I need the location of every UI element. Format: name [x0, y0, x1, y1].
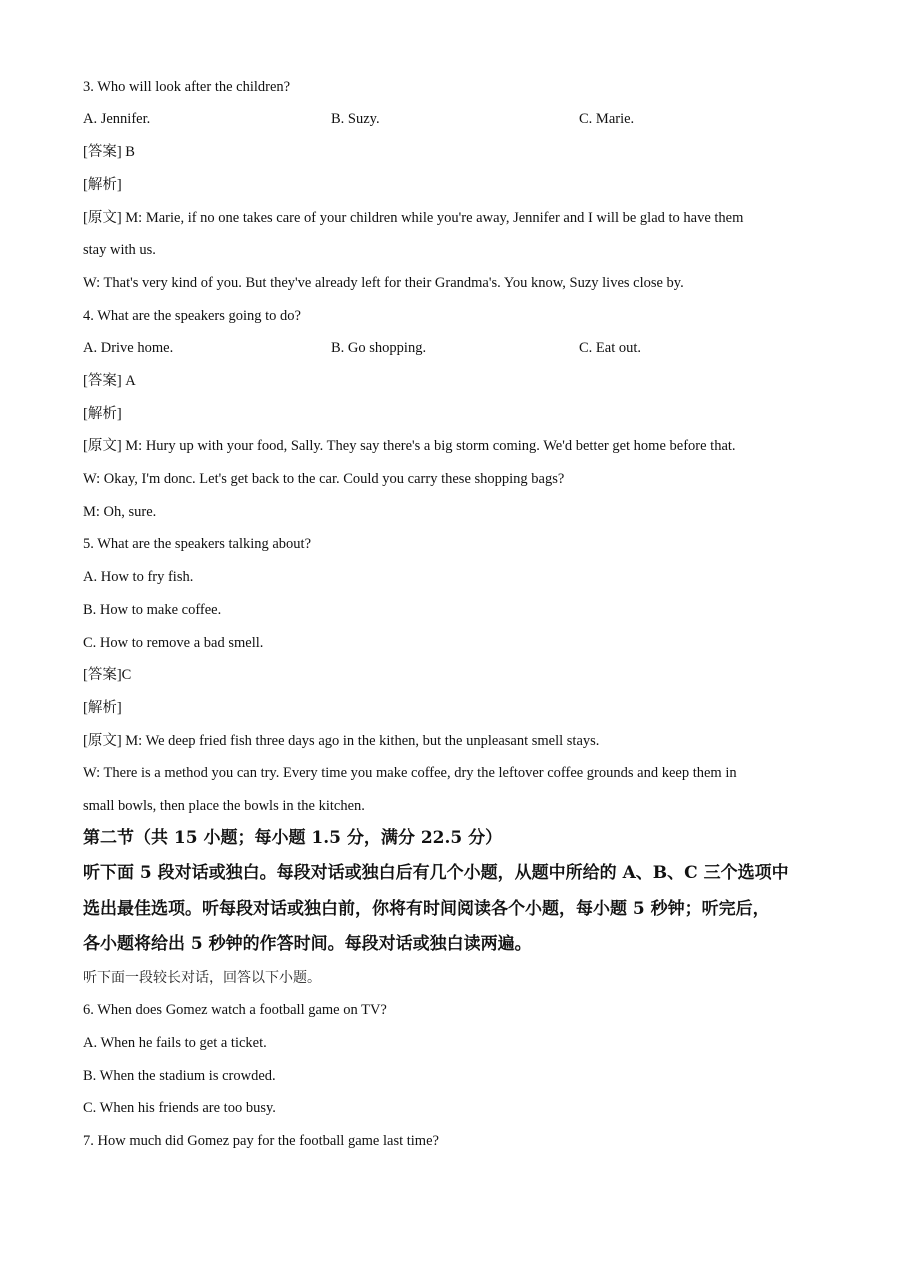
q3-transcript-line-2: stay with us.: [83, 242, 156, 258]
section-prompt: 听下面一段较长对话，回答以下小题。: [83, 970, 321, 986]
q5-transcript-line-2: W: There is a method you can try. Every time you make coffee, dry the leftover coffee grounds and keep them in: [83, 765, 737, 781]
q4-transcript-line-3: M: Oh, sure.: [83, 504, 157, 520]
q6-option-b: B. When the stadium is crowded.: [83, 1068, 276, 1084]
q5-transcript-line-1: [原文] M: We deep fried fish three days ago in the kithen, but the unpleasant smell stays.: [83, 733, 600, 749]
q3-option-b: B. Suzy.: [331, 111, 380, 127]
q4-options: [83, 338, 843, 358]
q5-analysis: [解析]: [83, 700, 122, 716]
q4-answer: [答案] A: [83, 373, 136, 389]
q4-question: 4. What are the speakers going to do?: [83, 308, 301, 324]
section-heading: 第二节（共 15 小题；每小题 1.5 分，满分 22.5 分）: [83, 828, 503, 848]
q4-option-c: C. Eat out.: [579, 340, 642, 356]
q4-option-b: B. Go shopping.: [331, 340, 427, 356]
q3-options: [83, 109, 843, 129]
q6-option-a: A. When he fails to get a ticket.: [83, 1035, 267, 1051]
q3-answer: [答案] B: [83, 144, 135, 160]
q6-option-c: C. When his friends are too busy.: [83, 1100, 276, 1116]
q4-option-a: A. Drive home.: [83, 340, 174, 356]
section-instruction-line-2: 选出最佳选项。听每段对话或独白前，你将有时间阅读各个小题，每小题 5 秒钟；听完后，: [83, 899, 770, 919]
q5-answer: [答案]C: [83, 667, 132, 683]
q6-question: 6. When does Gomez watch a football game on TV?: [83, 1002, 387, 1018]
q5-option-b: B. How to make coffee.: [83, 602, 222, 618]
section-instruction-line-3: 各小题将给出 5 秒钟的作答时间。每段对话或独白读两遍。: [83, 934, 532, 954]
q3-analysis: [解析]: [83, 177, 122, 193]
q5-option-a: A. How to fry fish.: [83, 569, 194, 585]
q4-transcript-line-2: W: Okay, I'm donc. Let's get back to the car. Could you carry these shopping bags?: [83, 471, 565, 487]
q3-transcript-line-1: [原文] M: Marie, if no one takes care of your children while you're away, Jennifer and I will be glad to have them: [83, 210, 744, 226]
q3-question: 3. Who will look after the children?: [83, 79, 291, 95]
q5-question: 5. What are the speakers talking about?: [83, 536, 312, 552]
q5-transcript-line-3: small bowls, then place the bowls in the kitchen.: [83, 798, 365, 814]
q4-transcript-line-1: [原文] M: Hury up with your food, Sally. They say there's a big storm coming. We'd better get home before that.: [83, 438, 736, 454]
q3-option-a: A. Jennifer.: [83, 111, 151, 127]
section-instruction-line-1: 听下面 5 段对话或独白。每段对话或独白后有几个小题，从题中所给的 A、B、C 三个选项中: [83, 863, 789, 883]
q3-transcript-line-3: W: That's very kind of you. But they've already left for their Grandma's. You know, Suzy lives close by.: [83, 275, 684, 291]
q3-option-c: C. Marie.: [579, 111, 635, 127]
q7-question: 7. How much did Gomez pay for the football game last time?: [83, 1133, 439, 1149]
q5-option-c: C. How to remove a bad smell.: [83, 635, 264, 651]
q4-analysis: [解析]: [83, 406, 122, 422]
